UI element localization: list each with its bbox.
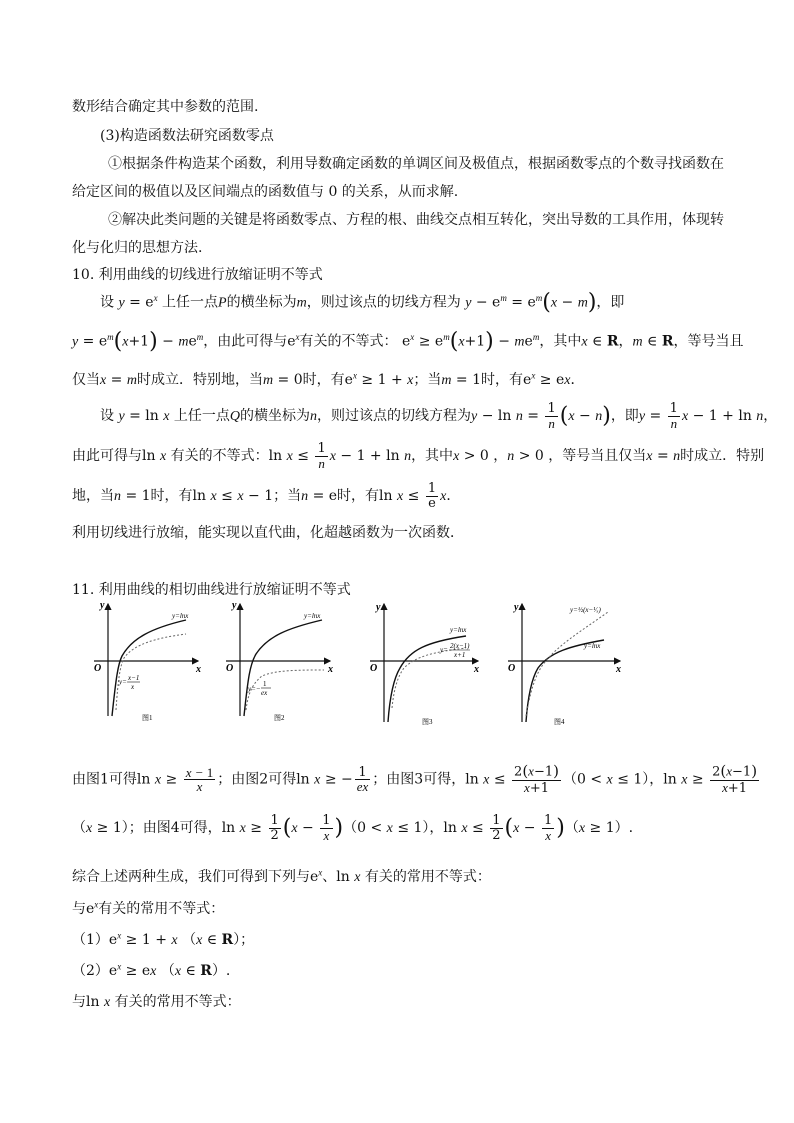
- section-heading-11: 11. 利用曲线的相切曲线进行放缩证明不等式: [72, 582, 351, 598]
- curve-label: y=½(x−¹⁄ₓ): [570, 606, 601, 614]
- svg-text:x−1: x−1: [128, 674, 140, 682]
- figure-4: [508, 602, 621, 726]
- axis-x-label: x: [328, 664, 333, 675]
- svg-text:1: 1: [263, 680, 267, 688]
- figures-row: [86, 598, 626, 728]
- origin-label: O: [370, 663, 378, 674]
- svg-text:ex: ex: [261, 689, 268, 697]
- figure-caption: 图2: [274, 714, 285, 722]
- math-line: 仅当x = m时成立．特别地，当m = 0时，有$e^x \ge 1 + x$；当m = 1时，有$e^x$ ≥ ex．: [72, 370, 585, 388]
- axis-y-label: y: [232, 600, 237, 611]
- origin-label: O: [94, 663, 102, 674]
- math-line: （x ≥ 1）；由图4可得，ln x ≥ $\frac{1}{2}$ (x − $\frac{1}{x}$ )（0 < x ≤ 1），ln x ≤ $\frac{1}{2}$ (x − $\frac{1}{x}$ )（x ≥ 1）.: [72, 813, 634, 843]
- figure-caption: 图4: [554, 718, 565, 726]
- curve-label: y=lnx: [584, 642, 601, 650]
- curve-label: y=lnx: [304, 612, 321, 620]
- paragraph: 化与化归的思想方法.: [72, 240, 203, 256]
- svg-text:y=: y=: [440, 646, 448, 654]
- figure-2: [226, 600, 333, 722]
- math-line: $(2)e^x$ ≥ ex （x ∈ R）.: [72, 961, 231, 979]
- figure-caption: 图3: [422, 718, 433, 726]
- math-line: 设 y = ln x 上任一点Q的横坐标为n，则过该点的切线方程为y − ln n = $\frac{1}{n}$ (x − n)，即y = $\frac{1}{n}$ x − 1 + ln n，: [100, 401, 778, 431]
- paragraph: 与ln x 有关的常用不等式：: [72, 994, 241, 1010]
- origin-label: O: [508, 663, 516, 674]
- section-heading-10: 10. 利用曲线的切线进行放缩证明不等式: [72, 267, 323, 283]
- math-line: 由图1可得ln x ≥ $\frac{x - 1}{x}$ ；由图2可得ln x ≥ − $\frac{1}{ex}$ ；由图3可得，ln x ≤ $\frac{2(x-1)}{x+1}$ （0 < x ≤ 1），ln x ≥ $\frac{2(x-1)}{x+1}$: [72, 762, 758, 796]
- axis-y-label: y: [376, 602, 381, 613]
- paragraph: ①根据条件构造某个函数，利用导数确定函数的单调区间及极值点，根据函数零点的个数寻找函数在: [108, 156, 724, 172]
- math-line: 由此可得与ln x 有关的不等式：ln x ≤ $\frac{1}{n}$ x − 1 + ln n，其中x > 0 ，n > 0 ，等号当且仅当x = n时成立．特别: [72, 441, 765, 471]
- figure-caption: 图1: [142, 714, 153, 722]
- svg-text:y=−: y=−: [248, 685, 261, 693]
- axis-y-label: y: [100, 600, 105, 611]
- svg-text:x+1: x+1: [454, 651, 466, 659]
- paragraph: 数形结合确定其中参数的范围.: [72, 99, 259, 115]
- paragraph: 给定区间的极值以及区间端点的函数值与 0 的关系，从而求解.: [72, 184, 459, 200]
- paragraph: 与$e^x$有关的常用不等式：: [72, 899, 225, 917]
- svg-text:y=: y=: [119, 678, 127, 686]
- axis-y-label: y: [514, 602, 519, 613]
- axis-x-label: x: [616, 664, 621, 675]
- axis-x-label: x: [196, 664, 201, 675]
- origin-label: O: [226, 663, 234, 674]
- curve-label: y=lnx: [172, 612, 189, 620]
- figure-1: [94, 600, 201, 722]
- paragraph: 综合上述两种生成，我们可得到下列与$e^x$、ln x 有关的常用不等式：: [72, 867, 491, 885]
- svg-text:2(x−1): 2(x−1): [450, 642, 470, 650]
- subheading: (3)构造函数法研究函数零点: [100, 128, 274, 144]
- paragraph: ②解决此类问题的关键是将函数零点、方程的根、曲线交点相互转化，突出导数的工具作用，体现转: [108, 212, 724, 228]
- figure-3: [370, 602, 479, 726]
- axis-x-label: x: [474, 664, 479, 675]
- math-line: 设 $y = e^x$ 上任一点P的横坐标为m，则过该点的切线方程为 $y - e^m = e^m(x - m)$，即: [100, 290, 625, 315]
- math-line: $y = e^m(x+1) - me^m$，由此可得与$e^x$有关的不等式： $e^x \ge e^m(x+1) - me^m$，其中x ∈ R，m ∈ R，等号当且: [72, 329, 744, 354]
- math-line: $(1)e^x \ge 1 + x$ （x ∈ R）；: [72, 930, 255, 948]
- curve-label: y=lnx: [450, 626, 467, 634]
- svg-text:x: x: [131, 683, 135, 691]
- paragraph: 利用切线进行放缩，能实现以直代曲，化超越函数为一次函数．: [72, 525, 464, 541]
- math-line: 地，当n = 1时，有ln x ≤ x − 1；当n = e时，有ln x ≤ $\frac{1}{e}$ x．: [72, 481, 461, 511]
